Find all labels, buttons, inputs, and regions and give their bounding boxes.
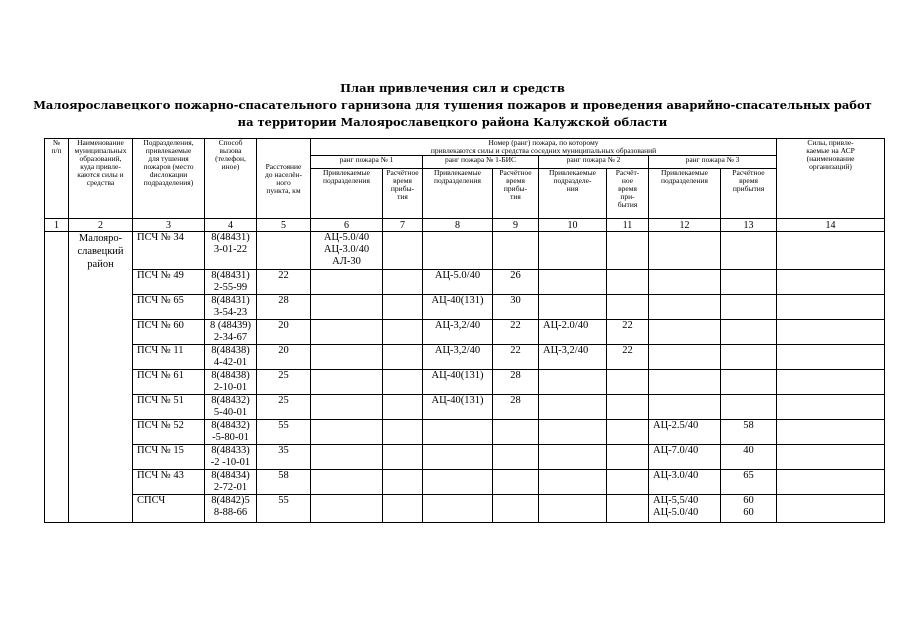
cell-rank2-units xyxy=(539,295,607,320)
cell-call-method: 8(48433) -2 -10-01 xyxy=(205,445,257,470)
cell-unit: СПСЧ xyxy=(133,495,205,523)
cell-rank3-time xyxy=(721,232,777,270)
header-time-r3: Расчётное время прибытия xyxy=(721,169,777,219)
header-rank-2: ранг пожара № 2 xyxy=(539,156,649,169)
cell-rank3-units: АЦ-3.0/40 xyxy=(649,470,721,495)
cell-rank1-time xyxy=(383,295,423,320)
cell-rank1bis-time: 30 xyxy=(493,295,539,320)
cell-asr xyxy=(777,295,885,320)
cell-unit: ПСЧ № 61 xyxy=(133,370,205,395)
cell-rank3-units xyxy=(649,320,721,345)
header-asr: Силы, привле- каемые на АСР (наименование организаций) xyxy=(777,139,885,219)
cell-rank3-time: 60 60 xyxy=(721,495,777,523)
column-number: 2 xyxy=(69,219,133,232)
cell-call-method: 8(48434) 2-72-01 xyxy=(205,470,257,495)
cell-unit: ПСЧ № 34 xyxy=(133,232,205,270)
cell-asr xyxy=(777,270,885,295)
cell-distance: 58 xyxy=(257,470,311,495)
cell-unit: ПСЧ № 11 xyxy=(133,345,205,370)
cell-rank1bis-units: АЦ-3,2/40 xyxy=(423,345,493,370)
cell-rank3-time xyxy=(721,295,777,320)
column-number-row xyxy=(45,219,885,232)
cell-rank1bis-time: 28 xyxy=(493,370,539,395)
title-line-1: План привлечения сил и средств xyxy=(340,81,565,95)
title-line-2: Малоярославецкого пожарно-спасательного гарнизона для тушения пожаров и проведения аварийно-спасательных работ xyxy=(33,98,872,112)
cell-asr xyxy=(777,420,885,445)
cell-rank2-time xyxy=(607,495,649,523)
column-number: 6 xyxy=(311,219,383,232)
cell-distance xyxy=(257,232,311,270)
column-number: 9 xyxy=(493,219,539,232)
cell-distance: 20 xyxy=(257,320,311,345)
cell-distance: 25 xyxy=(257,370,311,395)
table-row xyxy=(45,295,885,320)
cell-rank2-time xyxy=(607,420,649,445)
cell-distance: 22 xyxy=(257,270,311,295)
column-number: 13 xyxy=(721,219,777,232)
cell-asr xyxy=(777,495,885,523)
cell-distance: 55 xyxy=(257,420,311,445)
cell-rank3-time: 58 xyxy=(721,420,777,445)
cell-distance: 20 xyxy=(257,345,311,370)
cell-rank1bis-time: 26 xyxy=(493,270,539,295)
cell-unit: ПСЧ № 60 xyxy=(133,320,205,345)
column-number: 11 xyxy=(607,219,649,232)
column-number: 7 xyxy=(383,219,423,232)
header-municipality: Наименование муниципальных образований, куда привле- каются силы и средства xyxy=(69,139,133,219)
cell-asr xyxy=(777,320,885,345)
header-rank-1bis: ранг пожара № 1-БИС xyxy=(423,156,539,169)
cell-rank1bis-units xyxy=(423,470,493,495)
table-row xyxy=(45,420,885,445)
cell-rank3-time xyxy=(721,270,777,295)
table-row xyxy=(45,470,885,495)
cell-rank1bis-units xyxy=(423,445,493,470)
cell-rank2-time xyxy=(607,270,649,295)
cell-unit: ПСЧ № 52 xyxy=(133,420,205,445)
cell-rank2-units xyxy=(539,232,607,270)
header-rank-3: ранг пожара № 3 xyxy=(649,156,777,169)
header-attracted-r1: Привлекаемые подразделения xyxy=(311,169,383,219)
cell-rank1-time xyxy=(383,345,423,370)
cell-rank1-units xyxy=(311,395,383,420)
cell-rank2-time xyxy=(607,445,649,470)
header-rank-1: ранг пожара № 1 xyxy=(311,156,423,169)
cell-rank1-time xyxy=(383,470,423,495)
cell-rank1-units xyxy=(311,470,383,495)
cell-distance: 28 xyxy=(257,295,311,320)
cell-rank3-time xyxy=(721,395,777,420)
cell-call-method: 8(48438) 4-42-01 xyxy=(205,345,257,370)
table-row xyxy=(45,395,885,420)
header-num: № п/п xyxy=(45,139,69,219)
cell-distance: 25 xyxy=(257,395,311,420)
column-number: 8 xyxy=(423,219,493,232)
cell-rank3-units xyxy=(649,370,721,395)
forces-plan-table xyxy=(44,138,885,523)
cell-rank2-time xyxy=(607,395,649,420)
header-unit: Подразделения, привлекаемые для тушения пожаров (место dислокации подразделения) xyxy=(133,139,205,219)
header-attracted-r3: Привлекаемые подразделения xyxy=(649,169,721,219)
header-attracted-r1bis: Привлекаемые подразделения xyxy=(423,169,493,219)
cell-rank2-time xyxy=(607,470,649,495)
cell-rank1-units xyxy=(311,445,383,470)
cell-rank2-units xyxy=(539,470,607,495)
cell-rank3-units xyxy=(649,395,721,420)
cell-rank3-time: 65 xyxy=(721,470,777,495)
cell-call-method: 8(48431) 3-01-22 xyxy=(205,232,257,270)
cell-rank2-time: 22 xyxy=(607,345,649,370)
cell-asr xyxy=(777,395,885,420)
cell-call-method: 8(48432) 5-40-01 xyxy=(205,395,257,420)
column-number: 12 xyxy=(649,219,721,232)
cell-rank1bis-units: АЦ-40(131) xyxy=(423,395,493,420)
cell-rank1bis-time xyxy=(493,495,539,523)
cell-rank3-units: АЦ-5,5/40 АЦ-5.0/40 xyxy=(649,495,721,523)
cell-rank1-units xyxy=(311,270,383,295)
cell-rank2-time xyxy=(607,295,649,320)
column-number: 3 xyxy=(133,219,205,232)
cell-rank1-time xyxy=(383,395,423,420)
table-row xyxy=(45,495,885,523)
cell-rank2-units: АЦ-2.0/40 xyxy=(539,320,607,345)
cell-call-method: 8(48431) 2-55-99 xyxy=(205,270,257,295)
cell-num xyxy=(45,232,69,523)
table-row xyxy=(45,320,885,345)
table-row xyxy=(45,445,885,470)
cell-rank3-time xyxy=(721,370,777,395)
table-row xyxy=(45,270,885,295)
cell-rank2-units: АЦ-3,2/40 xyxy=(539,345,607,370)
cell-rank2-units xyxy=(539,270,607,295)
table-row xyxy=(45,232,885,270)
cell-rank2-units xyxy=(539,395,607,420)
cell-rank1-units xyxy=(311,420,383,445)
cell-municipality: Малояро- славецкий район xyxy=(69,232,133,523)
cell-rank1-time xyxy=(383,320,423,345)
cell-rank2-units xyxy=(539,420,607,445)
header-rank-group: Номер (ранг) пожара, по которому привлекаются силы и средства соседних муниципальных образований xyxy=(311,139,777,156)
cell-rank1-time xyxy=(383,270,423,295)
cell-rank1-time xyxy=(383,445,423,470)
cell-call-method: 8(48432) -5-80-01 xyxy=(205,420,257,445)
cell-rank3-units xyxy=(649,232,721,270)
cell-rank2-time xyxy=(607,370,649,395)
header-call-method: Способ вызова (телефон, иное) xyxy=(205,139,257,219)
cell-rank3-units xyxy=(649,295,721,320)
cell-unit: ПСЧ № 15 xyxy=(133,445,205,470)
header-time-r1bis: Расчётное время прибы- тия xyxy=(493,169,539,219)
cell-asr xyxy=(777,232,885,270)
cell-rank1-units xyxy=(311,320,383,345)
cell-unit: ПСЧ № 65 xyxy=(133,295,205,320)
cell-asr xyxy=(777,370,885,395)
cell-call-method: 8(48431) 3-54-23 xyxy=(205,295,257,320)
cell-asr xyxy=(777,345,885,370)
column-number: 10 xyxy=(539,219,607,232)
cell-unit: ПСЧ № 51 xyxy=(133,395,205,420)
cell-rank2-time: 22 xyxy=(607,320,649,345)
cell-rank1bis-units: АЦ-3,2/40 xyxy=(423,320,493,345)
cell-rank1-units xyxy=(311,295,383,320)
cell-rank1-units: АЦ-5.0/40 АЦ-3.0/40 АЛ-30 xyxy=(311,232,383,270)
cell-distance: 35 xyxy=(257,445,311,470)
cell-rank3-time xyxy=(721,320,777,345)
cell-rank1bis-units xyxy=(423,420,493,445)
column-number: 4 xyxy=(205,219,257,232)
cell-rank1bis-time: 22 xyxy=(493,345,539,370)
cell-rank3-units: АЦ-2.5/40 xyxy=(649,420,721,445)
cell-rank1bis-time: 22 xyxy=(493,320,539,345)
cell-distance: 55 xyxy=(257,495,311,523)
cell-rank3-time xyxy=(721,345,777,370)
header-time-r1: Расчётное время прибы- тия xyxy=(383,169,423,219)
document-title xyxy=(0,80,905,131)
header-attracted-r2: Привлекаемые подразделе- ния xyxy=(539,169,607,219)
cell-rank1bis-units xyxy=(423,232,493,270)
cell-rank1-units xyxy=(311,345,383,370)
cell-asr xyxy=(777,445,885,470)
table-row xyxy=(45,370,885,395)
cell-rank3-units: АЦ-7.0/40 xyxy=(649,445,721,470)
cell-rank1-time xyxy=(383,370,423,395)
cell-rank1-time xyxy=(383,420,423,445)
cell-rank1-units xyxy=(311,370,383,395)
column-number: 5 xyxy=(257,219,311,232)
cell-rank3-units xyxy=(649,345,721,370)
title-line-3: на территории Малоярославецкого района Калужской области xyxy=(237,115,668,129)
cell-rank1-units xyxy=(311,495,383,523)
cell-rank2-time xyxy=(607,232,649,270)
cell-rank2-units xyxy=(539,495,607,523)
cell-rank1bis-time: 28 xyxy=(493,395,539,420)
cell-rank2-units xyxy=(539,370,607,395)
cell-rank1bis-units: АЦ-5.0/40 xyxy=(423,270,493,295)
column-number: 1 xyxy=(45,219,69,232)
cell-rank1bis-time xyxy=(493,420,539,445)
header-distance: Расстояние до населён- ного пункта, км xyxy=(257,139,311,219)
cell-asr xyxy=(777,470,885,495)
cell-rank1-time xyxy=(383,232,423,270)
cell-rank1bis-time xyxy=(493,232,539,270)
cell-rank1bis-units: АЦ-40(131) xyxy=(423,370,493,395)
cell-rank3-time: 40 xyxy=(721,445,777,470)
cell-rank1bis-time xyxy=(493,470,539,495)
cell-rank2-units xyxy=(539,445,607,470)
table-row xyxy=(45,345,885,370)
cell-unit: ПСЧ № 49 xyxy=(133,270,205,295)
cell-rank1-time xyxy=(383,495,423,523)
cell-rank1bis-units: АЦ-40(131) xyxy=(423,295,493,320)
column-number: 14 xyxy=(777,219,885,232)
cell-call-method: 8(4842)5 8-88-66 xyxy=(205,495,257,523)
cell-rank1bis-units xyxy=(423,495,493,523)
cell-rank1bis-time xyxy=(493,445,539,470)
cell-call-method: 8(48438) 2-10-01 xyxy=(205,370,257,395)
cell-unit: ПСЧ № 43 xyxy=(133,470,205,495)
cell-call-method: 8 (48439) 2-34-67 xyxy=(205,320,257,345)
header-time-r2: Расчёт- ное время при- бытия xyxy=(607,169,649,219)
cell-rank3-units xyxy=(649,270,721,295)
